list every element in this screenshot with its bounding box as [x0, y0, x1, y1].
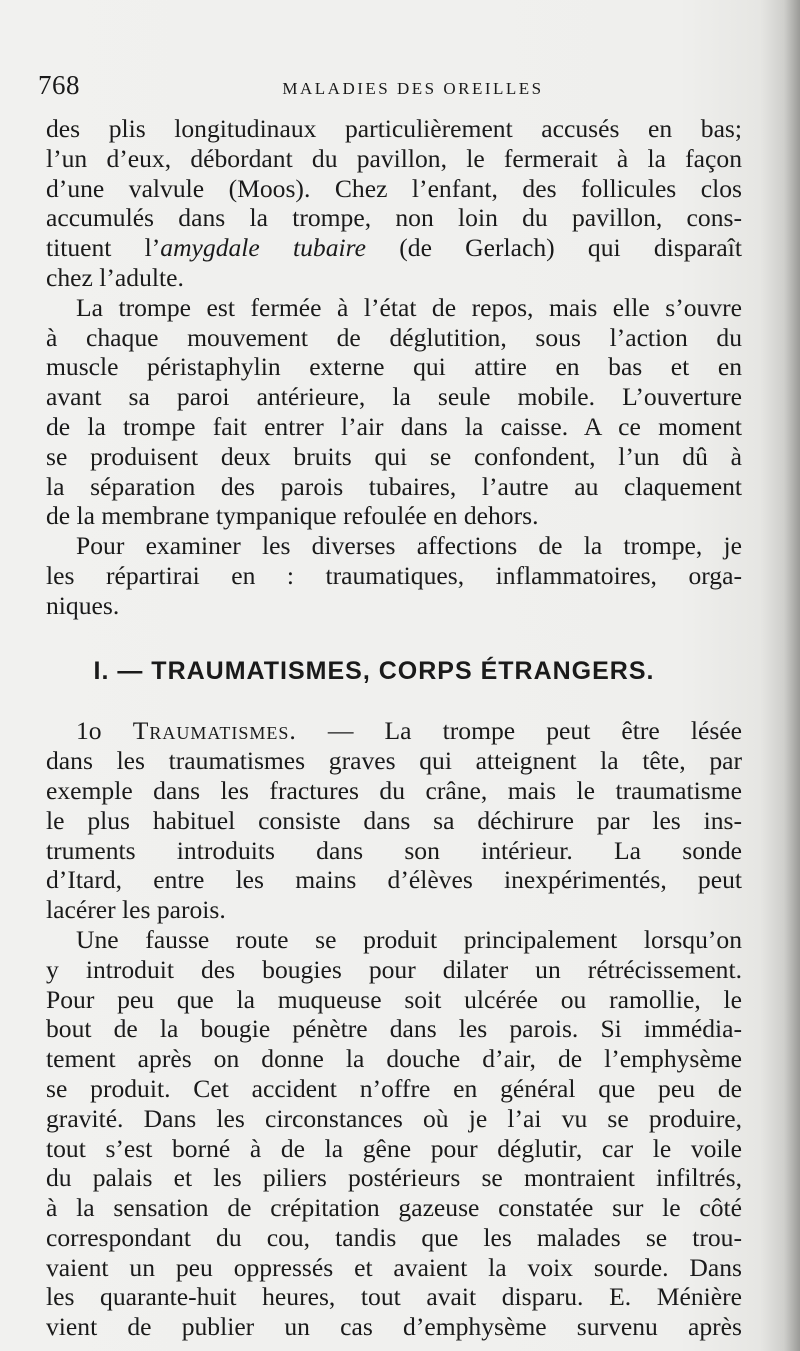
text-line: les répartirai en : traumatiques, inflammatoires, orga-: [46, 560, 742, 590]
text-line: gravité. Dans les circonstances où je l’ai vu se produire,: [46, 1103, 742, 1133]
text-line: les quarante-huit heures, tout avait disparu. E. Ménière: [46, 1282, 742, 1312]
text-line: se produit. Cet accident n’offre en général que peu de: [46, 1073, 742, 1103]
text-line: exemple dans les fractures du crâne, mais le traumatisme: [46, 775, 742, 805]
text-line: muscle péristaphylin externe qui attire en bas et en: [46, 352, 742, 382]
text-line: se produisent deux bruits qui se confondent, l’un dû à: [46, 441, 742, 471]
page-header: [38, 70, 758, 104]
text-segment: tituent l’: [46, 233, 161, 263]
text-line: d’une valvule (Moos). Chez l’enfant, des follicules clos: [46, 173, 742, 203]
text-line: vaient un peu oppressés et avaient la voix sourde. Dans: [46, 1252, 742, 1282]
text-line: y introduit des bougies pour dilater un rétrécissement.: [46, 954, 742, 984]
text-line: dans les traumatismes graves qui atteignent la tête, par: [46, 746, 742, 776]
text-line: tout s’est borné à de la gêne pour déglutir, car le voile: [46, 1133, 742, 1163]
subsection-title: Traumatismes.: [132, 716, 297, 746]
text-line: à chaque mouvement de déglutition, sous l’action du: [46, 322, 742, 352]
text-line: le plus habituel consiste dans sa déchirure par les ins-: [46, 805, 742, 835]
text-line: l’un d’eux, débordant du pavillon, le fermerait à la façon: [46, 143, 742, 173]
text-segment: — La trompe peut être lésée: [296, 716, 742, 746]
text-line: chez l’adulte.: [46, 262, 184, 292]
text-line: correspondant du cou, tandis que les malades se trou-: [46, 1222, 742, 1252]
section-heading: I. — TRAUMATISMES, CORPS ÉTRANGERS.: [93, 656, 655, 685]
body-text: [46, 114, 742, 1342]
section-number: 1o: [76, 716, 102, 746]
text-line: à la sensation de crépitation gazeuse constatée sur le côté: [46, 1193, 742, 1223]
text-line: du palais et les piliers postérieurs se montraient infiltrés,: [46, 1163, 742, 1193]
text-line: Pour examiner les diverses affections de la trompe, je: [76, 531, 742, 561]
text-segment: (de Gerlach) qui disparaît: [366, 233, 742, 263]
text-line: lacérer les parois.: [46, 895, 226, 925]
text-line: avant sa paroi antérieure, la seule mobile. L’ouverture: [46, 382, 742, 412]
text-line: d’Itard, entre les mains d’élèves inexpérimentés, peut: [46, 865, 742, 895]
text-line: bout de la bougie pénètre dans les parois. Si immédia-: [46, 1014, 742, 1044]
text-line: [46, 716, 742, 746]
text-line: niques.: [46, 590, 120, 620]
text-line: la séparation des parois tubaires, l’autre au claquement: [46, 471, 742, 501]
text-line: truments introduits dans son intérieur. La sonde: [46, 835, 742, 865]
running-head: MALADIES DES OREILLES: [282, 79, 544, 98]
text-line: tement après on donne la douche d’air, de l’emphysème: [46, 1044, 742, 1074]
page-number: 768: [38, 70, 80, 100]
text-line: Pour peu que la muqueuse soit ulcérée ou ramollie, le: [46, 984, 742, 1014]
text-line: Une fausse route se produit principalement lorsqu’on: [76, 924, 742, 954]
text-line: des plis longitudinaux particulièrement accusés en bas;: [46, 114, 742, 143]
text-line: de la membrane tympanique refoulée en dehors.: [46, 501, 539, 531]
text-line: de la trompe fait entrer l’air dans la caisse. A ce moment: [46, 411, 742, 441]
text-line: accumulés dans la trompe, non loin du pavillon, cons-: [46, 203, 742, 233]
text-line: [46, 233, 742, 263]
text-line: La trompe est fermée à l’état de repos, mais elle s’ouvre: [76, 292, 742, 322]
text-line: vient de publier un cas d’emphysème survenu après: [46, 1312, 742, 1342]
italic-term: amygdale tubaire: [160, 233, 367, 263]
